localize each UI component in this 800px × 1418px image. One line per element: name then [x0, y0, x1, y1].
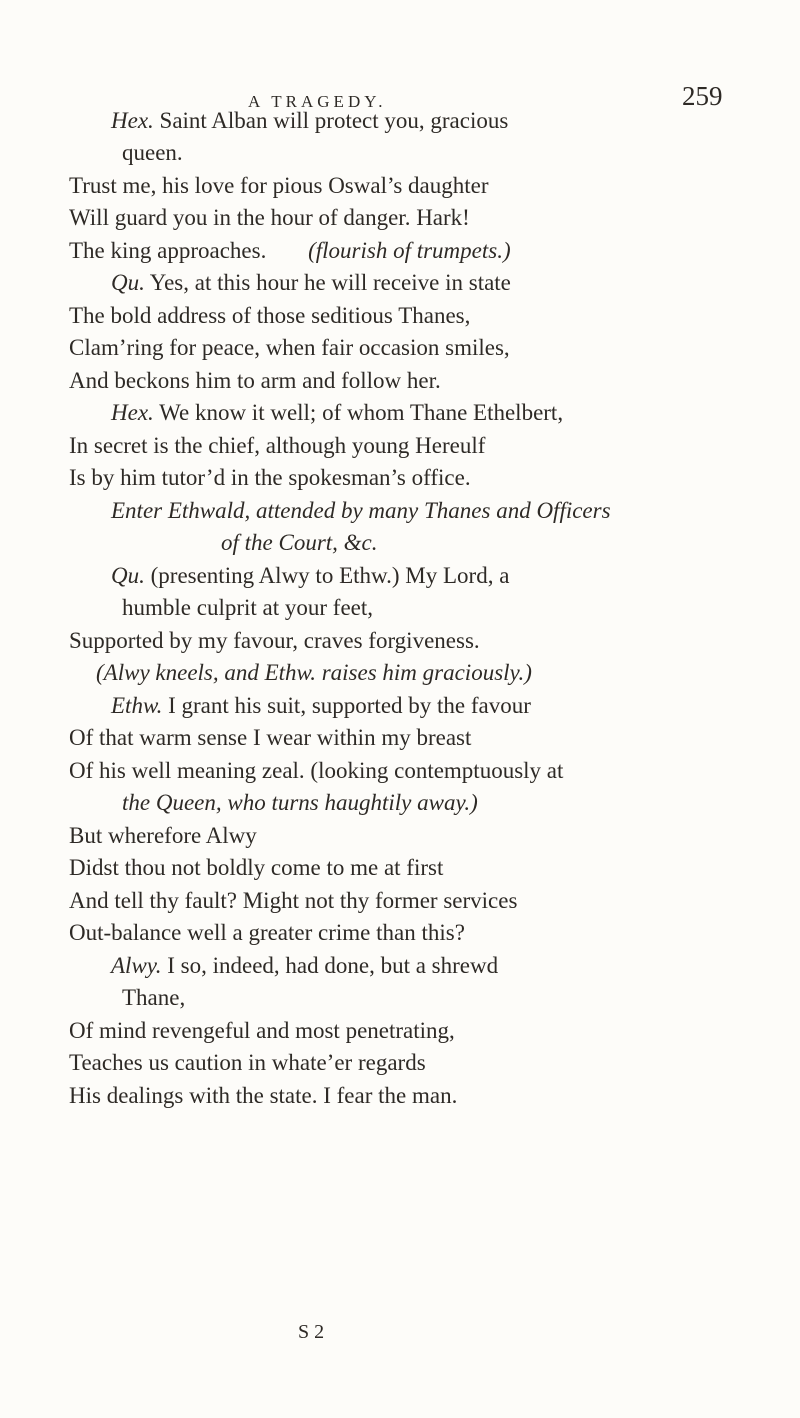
- speaker-name: Hex.: [111, 400, 154, 425]
- text-line: queen.: [122, 140, 183, 165]
- line-text: Yes, at this hour he will receive in state: [144, 270, 511, 295]
- text-line: [69, 238, 511, 264]
- line-text: I so, indeed, had done, but a shrewd: [161, 953, 499, 978]
- line-text: We know it well; of whom Thane Ethelbert,: [153, 400, 564, 425]
- text-line: Trust me, his love for pious Oswal’s daughter: [69, 173, 489, 198]
- stage-direction: (flourish of trumpets.): [308, 238, 511, 263]
- speaker-name: Hex.: [111, 108, 154, 133]
- text-line: And beckons him to arm and follow her.: [69, 368, 441, 393]
- line-text: The king approaches.: [69, 238, 267, 263]
- text-line: [111, 563, 509, 589]
- signature-mark: S 2: [298, 1321, 325, 1343]
- line-text: I grant his suit, supported by the favour: [162, 693, 531, 718]
- text-line: In secret is the chief, although young Hereulf: [69, 433, 486, 458]
- text-line: Of mind revengeful and most penetrating,: [69, 1018, 455, 1043]
- text-line: [111, 108, 508, 134]
- stage-direction: of the Court, &c.: [221, 530, 378, 555]
- text-line: [111, 270, 511, 296]
- running-head: A TRAGEDY.: [248, 92, 387, 111]
- stage-direction: Enter Ethwald, attended by many Thanes and Officers: [111, 498, 611, 523]
- stage-direction: the Queen, who turns haughtily away.): [122, 790, 478, 815]
- text-line: Out-balance well a greater crime than this?: [69, 920, 465, 945]
- text-line: [111, 953, 498, 979]
- text-line: Clam’ring for peace, when fair occasion smiles,: [69, 335, 510, 360]
- stage-direction: (Alwy kneels, and Ethw. raises him graciously.): [96, 660, 532, 685]
- line-text: Saint Alban will protect you, gracious: [153, 108, 509, 133]
- text-line: The bold address of those seditious Thanes,: [69, 303, 471, 328]
- speaker-name: Alwy.: [111, 953, 162, 978]
- text-line: Teaches us caution in whate’er regards: [69, 1050, 426, 1075]
- text-line: Of that warm sense I wear within my breast: [69, 725, 472, 750]
- text-line: And tell thy fault? Might not thy former services: [69, 888, 518, 913]
- speaker-name: Qu.: [111, 563, 145, 588]
- text-line: Supported by my favour, craves forgiveness.: [69, 628, 480, 653]
- text-line: humble culprit at your feet,: [122, 595, 374, 620]
- speaker-name: Qu.: [111, 270, 145, 295]
- text-line: Of his well meaning zeal. (looking contemptuously at: [69, 758, 564, 783]
- text-line: But wherefore Alwy: [69, 823, 257, 848]
- text-line: Thane,: [122, 985, 186, 1010]
- text-line: [111, 693, 531, 719]
- text-line: Will guard you in the hour of danger. Hark!: [69, 205, 470, 230]
- text-line: His dealings with the state. I fear the man.: [69, 1083, 458, 1108]
- line-text: (presenting Alwy to Ethw.) My Lord, a: [144, 563, 510, 588]
- text-line: Is by him tutor’d in the spokesman’s office.: [69, 465, 471, 490]
- page-number: 259: [682, 81, 723, 111]
- text-line: [111, 400, 563, 426]
- text-line: Didst thou not boldly come to me at first: [69, 855, 444, 880]
- speaker-name: Ethw.: [111, 693, 163, 718]
